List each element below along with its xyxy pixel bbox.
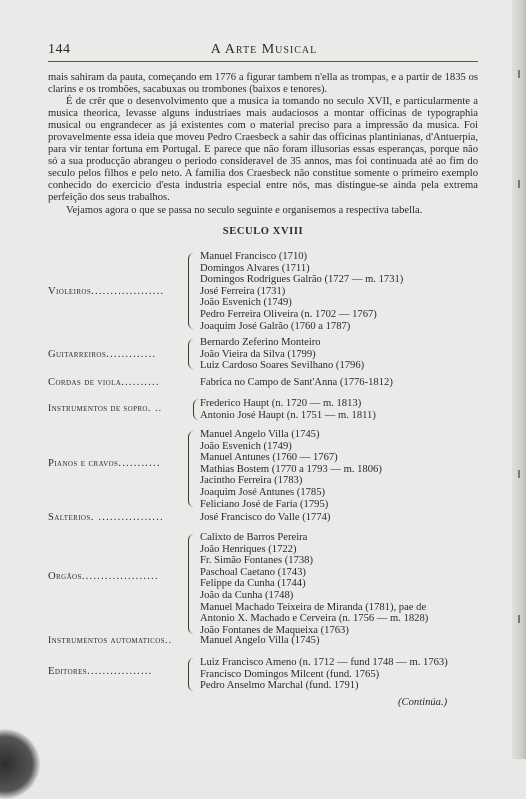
name-item: Luiz Cardoso Soares Sevilhano (1796) (200, 360, 365, 372)
brace (188, 431, 195, 507)
page-number: 144 (48, 42, 71, 57)
category-label: Violeiros................... (48, 286, 165, 297)
intro-paragraph: Vejamos agora o que se passa no seculo seguinte e organisemos a respectiva tabella. (66, 204, 423, 216)
intro-text (48, 72, 478, 217)
name-item: João Esvenich (1749) (200, 440, 292, 452)
header-rule (48, 61, 478, 62)
brace (193, 399, 200, 420)
category-salterios (48, 512, 478, 526)
name-item: Domingos Rodrigues Galrão (1727 — m. 1731) (200, 274, 404, 286)
category-pianos-e-cravos (48, 429, 478, 511)
intro-paragraph: mais sahiram da pauta, começando em 1776 a figurar tambem n'ella as trompas, e a partir de 1835 os clarins e os trombões, sacabuxas ou trombones (baixos e tenores). (48, 72, 478, 96)
name-item: Frederico Haupt (n. 1720 — m. 1813) (200, 398, 362, 409)
name-item: José Francisco do Valle (1774) (200, 512, 331, 523)
edge-mark (518, 180, 520, 188)
name-item: José Ferreira (1731) (200, 285, 286, 297)
edge-mark (518, 615, 520, 623)
category-label: Instrumentos automaticos.. (48, 635, 173, 646)
name-item: Pedro Anselmo Marchal (fund. 1791) (200, 680, 359, 692)
page-header (48, 42, 480, 58)
brace (188, 253, 195, 329)
name-item: João da Cunha (1748) (200, 589, 294, 601)
name-list (200, 532, 428, 636)
continuation-note: (Continúa.) (398, 697, 448, 708)
name-item: Felippe da Cunha (1744) (200, 578, 306, 590)
category-instrumentos-automaticos (48, 635, 478, 649)
name-item: Antonio X. Machado e Cerveira (n. 1756 — m. 1828) (200, 613, 429, 625)
name-item: Calixto de Barros Pereira (200, 532, 308, 543)
name-item: Manuel Machado Teixeira de Miranda (1781), pae de (200, 601, 427, 613)
name-item: João Fontanes de Maqueixa (1763) (200, 624, 349, 636)
category-editores (48, 657, 478, 693)
edge-mark (518, 70, 520, 78)
category-violeiros (48, 251, 478, 333)
name-item: Antonio José Haupt (n. 1751 — m. 1811) (200, 409, 376, 421)
intro-paragraph: É de crêr que o desenvolvimento que a musica ia tomando no seculo XVII, e particularmente a musica theorica, levasse alguns industriaes mais audaciosos a montar officinas de typographia musical ou engrandecer as já existentes com o material preciso para a impressão da musica. Foi provavelmente essa ideia que moveu Pedro Craesbeck a sahir das officinas plantinianas, d'Antuerpia, para vir tentar fortuna em Portugal. E parece que não foram illusorias essas esperanças, porque não só a sua producção abrangeu o periodo consideravel de 35 annos, mas foi continuada até ao fim do seculo pelos filhos e pelo neto. A familia dos Craesbeck não constitue somente o primeiro exemplo conhecido do exercicio d'esta industria especial entre nós, mas distingue-se ainda pela extrema perfeição dos seus trabalhos. (48, 96, 478, 204)
category-label: Editores................. (48, 666, 153, 677)
edge-mark (518, 470, 520, 478)
name-item: João Esvenich (1749) (200, 297, 292, 309)
name-list (200, 429, 382, 510)
category-label: Orgãos.................... (48, 571, 159, 582)
category-label: Instrumentos de sopro. .. (48, 403, 163, 414)
name-item: Francisco Domingos Milcent (fund. 1765) (200, 668, 380, 680)
name-item: Feliciano José de Faria (1795) (200, 498, 329, 510)
name-item: Luiz Francisco Ameno (n. 1712 — fund 1748 — m. 1763) (200, 657, 448, 668)
category-label: Salterios. ................. (48, 512, 164, 523)
name-item: Mathias Bostem (1770 a 1793 — m. 1806) (200, 463, 382, 475)
name-list (200, 251, 403, 332)
running-title: A Arte Musical (210, 42, 318, 57)
category-label: Cordas de viola.......... (48, 377, 160, 388)
category-label: Pianos e cravos........... (48, 458, 161, 469)
name-item: Fr. Simão Fontanes (1738) (200, 555, 313, 567)
category-label: Guitarreiros............. (48, 349, 157, 360)
name-item: Manuel Francisco (1710) (200, 251, 308, 262)
name-item: Fabrica no Campo de Sant'Anna (1776-1812) (200, 377, 393, 388)
name-item: Manuel Antunes (1760 — 1767) (200, 452, 338, 464)
name-item: Pedro Ferreira Oliveira (n. 1702 — 1767) (200, 308, 377, 320)
category-guitarreiros (48, 337, 478, 373)
page-edge (512, 0, 526, 759)
category-instrumentos-de-sopro (48, 398, 478, 422)
brace (188, 658, 195, 691)
brace (188, 534, 195, 634)
name-list (200, 337, 364, 372)
name-item: Bernardo Zeferino Monteiro (200, 337, 321, 348)
name-item: Manuel Angelo Villa (1745) (200, 429, 320, 440)
name-item: Manuel Angelo Villa (1745) (200, 635, 320, 646)
section-title: SECULO XVIII (222, 226, 304, 237)
name-item: João Vieira da Silva (1799) (200, 348, 316, 360)
name-item: Paschoal Caetano (1743) (200, 566, 306, 578)
category-cordas-de-viola (48, 377, 478, 391)
name-item: Domingos Alvares (1711) (200, 262, 310, 274)
name-item: Joaquim José Galrão (1760 a 1787) (200, 320, 351, 332)
brace (188, 339, 195, 369)
name-item: João Henriques (1722) (200, 543, 297, 555)
name-item: Joaquim José Antunes (1785) (200, 486, 326, 498)
name-item: Jacintho Ferreira (1783) (200, 475, 303, 487)
category-orgaos (48, 532, 478, 638)
name-list (200, 398, 376, 421)
name-list (200, 657, 448, 692)
